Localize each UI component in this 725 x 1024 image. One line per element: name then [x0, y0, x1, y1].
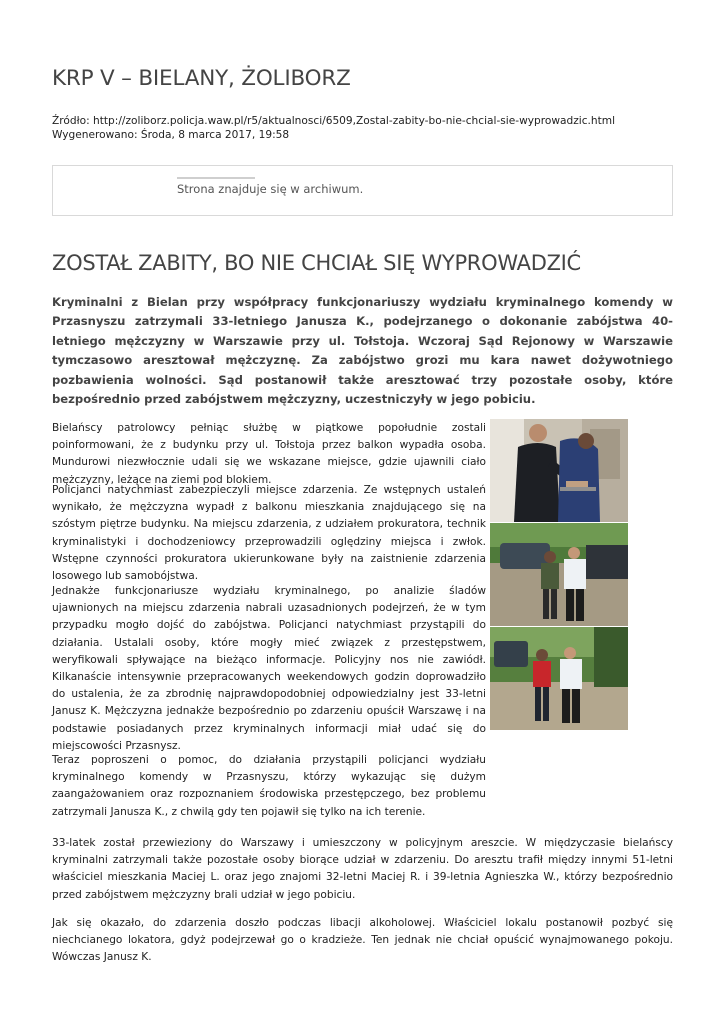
- archive-notice-box: [52, 165, 673, 216]
- article-lead: Kryminalni z Bielan przy współpracy funkcjonariuszy wydziału kryminalnego komendy w Przasnyszu zatrzymali 33-letniego Janusza K., podejrzanego o dokonanie zabójstwa 40-letniego mężczyzny w Warszawie przy ul. Tołstoja. Wczoraj Sąd Rejonowy w Warszawie tymczasowo aresztował mężczyznę. Za zabójstwo grozi mu kara nawet dożywotniego pozbawienia wolności. Sąd postanowił także aresztować trzy pozostałe osoby, które bezpośrednio przed zabójstwem mężczyzny, uczestniczyły w jego pobiciu.: [52, 295, 673, 407]
- archive-notice-text: Strona znajduje się w archiwum.: [177, 182, 364, 196]
- archive-notice-rule: [177, 177, 255, 179]
- article-paragraph: Bielańscy patrolowcy pełniąc służbę w piątkowe popołudnie zostali poinformowani, że z budynku przy ul. Tołstoja przez balkon wypadła osoba. Mundurowi niezwłocznie udali się we wskazane miejsce, gdzie ujawnili ciało mężczyzny, leżące na ziemi pod blokiem.: [52, 422, 486, 486]
- generated-line: Wygenerowano: Środa, 8 marca 2017, 19:58: [52, 129, 290, 141]
- article-paragraph: Policjanci natychmiast zabezpieczyli miejsce zdarzenia. Ze wstępnych ustaleń wynikało, że mężczyzna wypadł z balkonu mieszkania znajdującego się na szóstym piętrze budynku. Na miejscu zdarzenia, z udziałem prokuratora, technik kryminalistyki i dochodzeniowcy przeprowadzili oględziny miejsca i zwłok. Wstępne czynności prokuratora ukierunkowane były na zaistnienie zdarzenia losowego lub samobójstwa.: [52, 484, 486, 583]
- photo-column: [490, 419, 628, 731]
- article-paragraph: Jak się okazało, do zdarzenia doszło podczas libacji alkoholowej. Właściciel lokalu postanowił pozbyć się niechcianego lokatora, gdyż podejrzewał go o kradzieże. Ten jednak nie chciał opuścić wynajmowanego pokoju. Wówczas Janusz K.: [52, 917, 673, 964]
- arrest-photo-escort: [490, 627, 628, 730]
- article-paragraph: Teraz poproszeni o pomoc, do działania przystąpili policjanci wydziału kryminalnego komendy w Przasnyszu, którzy wykazując się dużym zaangażowaniem oraz rozpoznaniem środowiska przestępczego, bez problemu zatrzymali Janusza K., z chwilą gdy ten pojawił się tylko na ich terenie.: [52, 754, 486, 818]
- arrest-photo-indoor: [490, 419, 628, 522]
- article-title: ZOSTAŁ ZABITY, BO NIE CHCIAŁ SIĘ WYPROWADZIĆ: [52, 251, 581, 275]
- article-paragraph: 33-latek został przewieziony do Warszawy i umieszczony w policyjnym areszcie. W międzyczasie bielańscy kryminalni zatrzymali także pozostałe osoby biorące udział w zdarzeniu. Do aresztu trafił między innymi 51-letni właściciel mieszkania Maciej L. oraz jego znajomi 32-letni Maciej R. i 39-letnia Agnieszka W., którzy bezpośrednio przed zabójstwem mężczyzny brali udział w jego pobiciu.: [52, 837, 673, 901]
- article-paragraph: Jednakże funkcjonariusze wydziału kryminalnego, po analizie śladów ujawnionych na miejscu zdarzenia nabrali uzasadnionych podejrzeń, że w tym przypadku mogło dojść do zabójstwa. Policjanci natychmiast przystąpili do działania. Ustalali osoby, które mogły mieć związek z przestępstwem, weryfikowali spływające na bieżąco informacje. Policyjny nos nie zawiódł. Kilkanaście intensywnie przepracowanych weekendowych godzin doprowadziło do ustalenia, że za zbrodnię najprawdopodobniej odpowiedzialny jest 33-letni Janusz K. Mężczyzna jednakże bezpośrednio po zdarzeniu opuścił Warszawę i na podstawie posiadanych przez kryminalnych informacji miał udać się do miejscowości Przasnysz.: [52, 585, 486, 752]
- arrest-photo-street: [490, 523, 628, 626]
- source-line: Źródło: http://zoliborz.policja.waw.pl/r5/aktualnosci/6509,Zostal-zabity-bo-nie-chcial-sie-wyprowadzic.html: [52, 115, 616, 127]
- document-meta: [52, 114, 615, 142]
- site-title: KRP V – BIELANY, ŻOLIBORZ: [52, 66, 351, 91]
